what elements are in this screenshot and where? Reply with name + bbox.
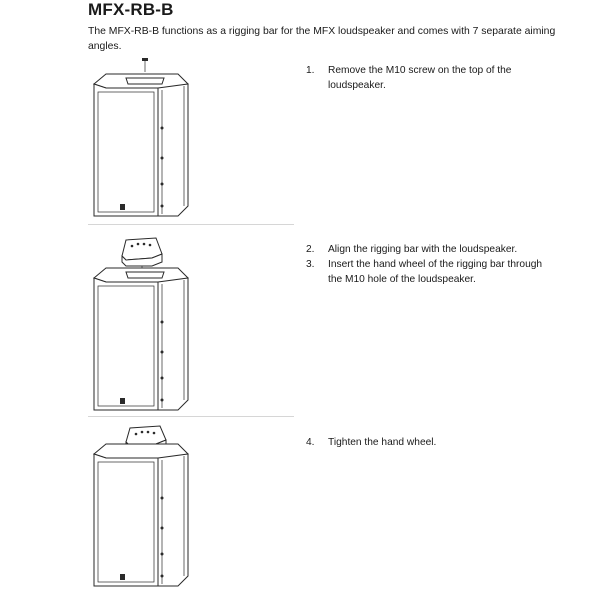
loudspeaker-screw-illustration	[86, 56, 196, 229]
step-text: Remove the M10 screw on the top of the loudspeaker.	[328, 65, 512, 91]
step-item	[306, 242, 556, 257]
step-number: 3.	[306, 259, 315, 270]
step-number: 2.	[306, 244, 315, 255]
step-group-3	[306, 435, 556, 450]
step-item	[306, 257, 556, 287]
rigging-bar-align-illustration	[86, 234, 196, 423]
section-divider	[88, 416, 294, 417]
step-number: 4.	[306, 437, 315, 448]
rigging-bar-attached-illustration	[86, 420, 196, 597]
step-text: Tighten the hand wheel.	[328, 437, 437, 448]
intro-paragraph: The MFX-RB-B functions as a rigging bar for the MFX loudspeaker and comes with 7 separate aiming angles.	[88, 26, 556, 52]
step-text: Insert the hand wheel of the rigging bar through the M10 hole of the loudspeaker.	[328, 259, 543, 285]
step-number: 1.	[306, 65, 315, 76]
step-text: Align the rigging bar with the loudspeaker.	[328, 244, 518, 255]
section-divider	[88, 224, 294, 225]
step-group-1	[306, 63, 556, 93]
page-title: MFX-RB-B	[88, 0, 174, 19]
step-item	[306, 435, 556, 450]
step-group-2	[306, 242, 556, 287]
step-item	[306, 63, 556, 93]
